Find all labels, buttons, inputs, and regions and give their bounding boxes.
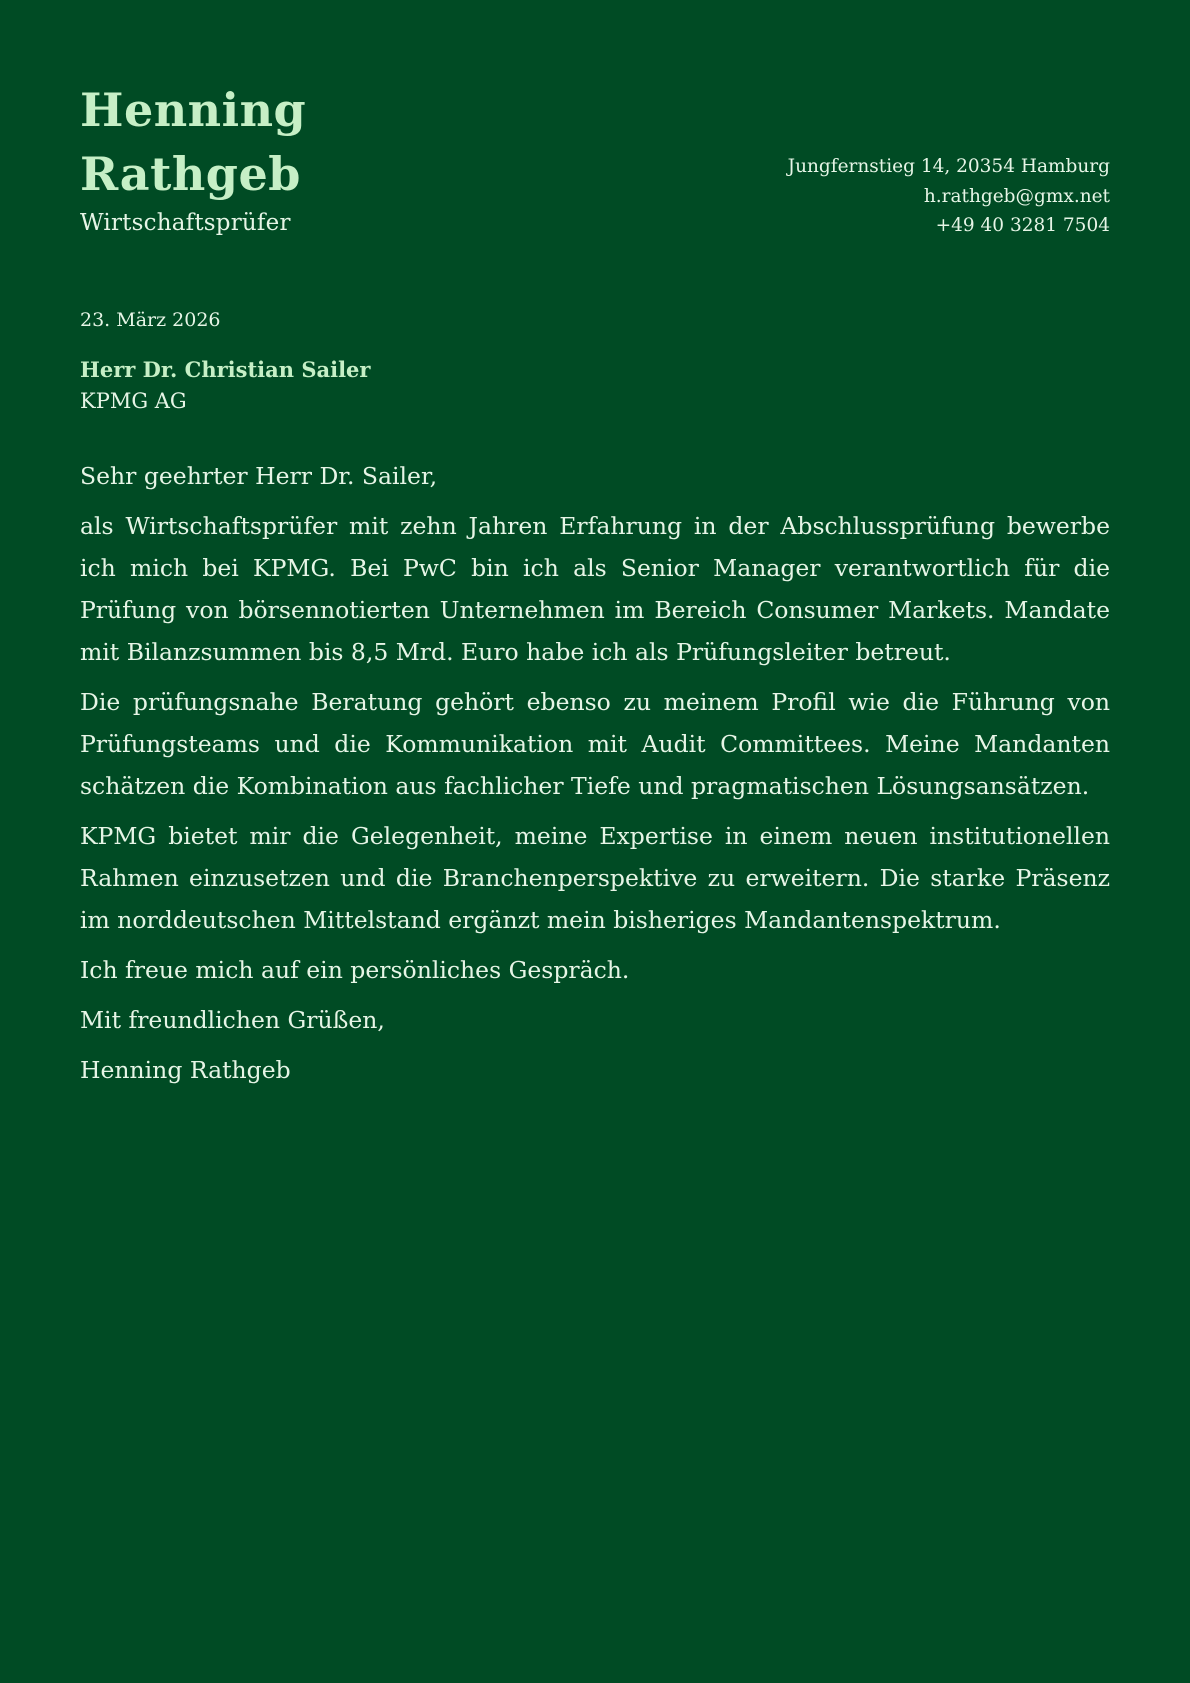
salutation: Sehr geehrter Herr Dr. Sailer, <box>80 462 438 490</box>
sender-first-name: Henning <box>80 83 307 137</box>
sender-phone: +49 40 3281 7504 <box>935 215 1110 236</box>
sender-address: Jungfernstieg 14, 20354 Hamburg <box>787 156 1110 177</box>
letter-body <box>80 455 1110 1099</box>
closing: Mit freundlichen Grüßen, <box>80 1006 385 1034</box>
recipient-block <box>80 355 370 417</box>
letter-header <box>80 0 1110 260</box>
letter-page <box>80 0 1110 1084</box>
sender-last-name: Rathgeb <box>80 147 301 201</box>
paragraph-4: Ich freue mich auf ein persönliches Gespräch. <box>80 956 630 984</box>
paragraph-2: Die prüfungsnahe Beratung gehört ebenso zu meinem Profil wie die Führung von Prüfungsteams und die Kommunikation mit Audit Committees. Meine Mandanten schätzen die Kombination aus fachlicher Tiefe und pragmatischen Lösungsansätzen. <box>80 688 1110 800</box>
recipient-name: Herr Dr. Christian Sailer <box>80 357 371 382</box>
recipient-company: KPMG AG <box>80 389 187 413</box>
signature: Henning Rathgeb <box>80 1056 291 1084</box>
paragraph-3: KPMG bietet mir die Gelegenheit, meine Expertise in einem neuen institutionellen Rahmen einzusetzen und die Branchenperspektive zu erweitern. Die starke Präsenz im norddeutschen Mittelstand ergänzt mein bisheriges Mandantenspektrum. <box>80 822 1110 934</box>
sender-name-block <box>80 78 306 238</box>
letter-date: 23. März 2026 <box>80 309 221 331</box>
sender-email: h.rathgeb@gmx.net <box>923 185 1110 207</box>
sender-title: Wirtschaftsprüfer <box>80 210 291 236</box>
paragraph-1: als Wirtschaftsprüfer mit zehn Jahren Erfahrung in der Abschlussprüfung bewerbe ich mich bei KPMG. Bei PwC bin ich als Senior Manager verantwortlich für die Prüfung von börsennotierten Unternehmen im Bereich Consumer Markets. Mandate mit Bilanzsummen bis 8,5 Mrd. Euro habe ich als Prüfungsleiter betreut. <box>80 512 1110 666</box>
sender-contact <box>788 152 1110 241</box>
